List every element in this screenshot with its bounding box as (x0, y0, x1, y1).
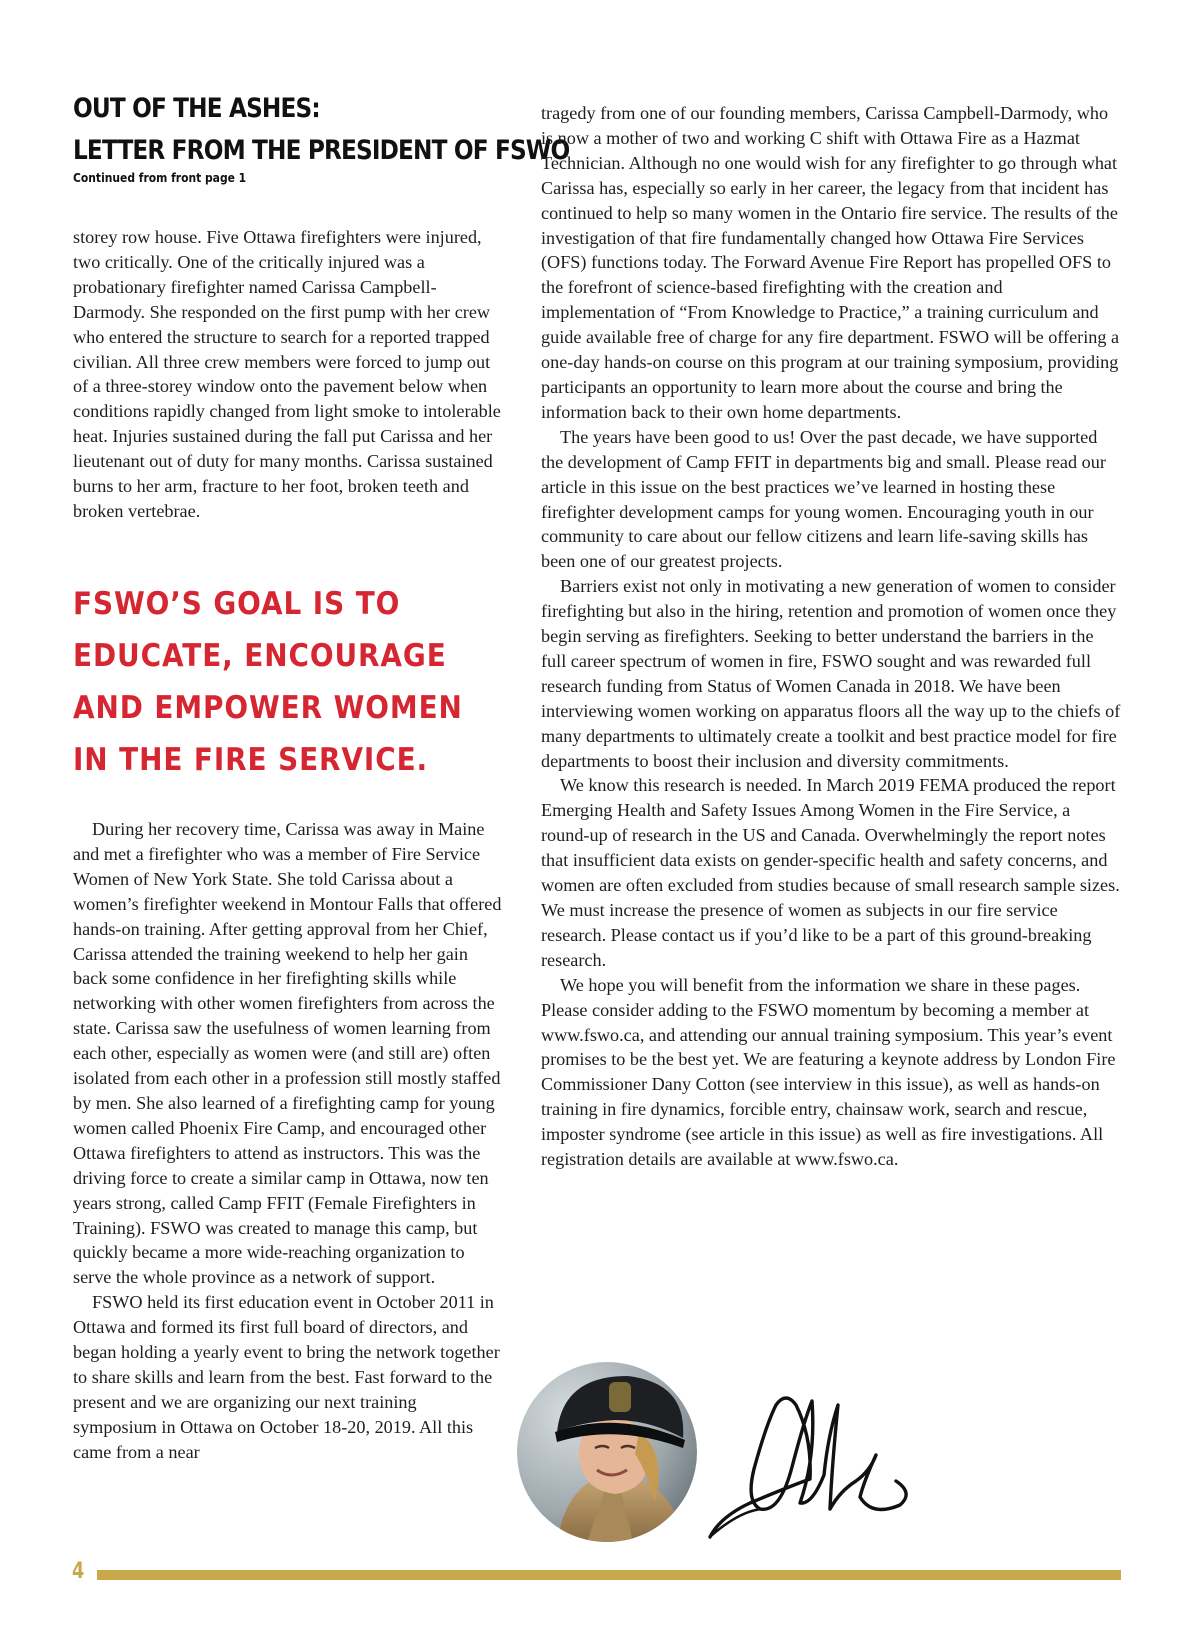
paragraph: We hope you will benefit from the information we share in these pages. Please consider adding to the FSWO momentum by becoming a member at www.fswo.ca, and attending our annual training symposium. This year’s event promises to be the best yet. We are featuring a keynote address by London Fire Commissioner Dany Cotton (see interview in this issue), as well as hands-on training in fire dynamics, forcible entry, chainsaw work, search and rescue, imposter syndrome (see article in this issue) as well as fire investigations. All registration details are available at www.fswo.ca. (541, 974, 1116, 1170)
continued-note: Continued from front page 1 (73, 170, 247, 185)
right-column (541, 101, 1121, 1172)
paragraph: We know this research is needed. In March 2019 FEMA produced the report Emerging Health and Safety Issues Among Women in the Fire Service, a round-up of research in the US and Canada. Overwhelmingly the report notes that insufficient data exists on gender-specific health and safety concerns, and women are often excluded from studies because of small research sample sizes. We must increase the presence of women as subjects in our fire service research. Please contact us if you’d like to be a part of this ground-breaking research. (541, 775, 1120, 970)
title-line-2: LETTER FROM THE PRESIDENT OF FSWO (73, 135, 570, 166)
paragraph: Barriers exist not only in motivating a new generation of women to consider firefighting but also in the hiring, retention and promotion of women once they begin serving as firefighters. Seeking to better understand the barriers in the full career spectrum of women in fire, FSWO sought and was rewarded full research funding from Status of Women Canada in 2018. We have been interviewing women working on apparatus floors all the way up to the chiefs of many departments to ultimately create a toolkit and best practice model for fire departments to boost their inclusion and diversity commitments. (541, 576, 1121, 771)
page-number: 4 (72, 1559, 85, 1584)
pull-quote-line: FSWO’S GOAL IS TO (73, 586, 401, 622)
paragraph: The years have been good to us! Over the past decade, we have supported the development of Camp FFIT in departments big and small. Please read our article in this issue on the best practices we’ve learned in hosting these firefighter development camps for young women. Encouraging youth in our community to care about our fellow citizens and learn life-saving skills has been one of our greatest projects. (541, 426, 1106, 572)
pull-quote (73, 578, 469, 786)
president-signature (700, 1385, 930, 1545)
left-column-bottom (73, 817, 503, 1465)
title-line-1: OUT OF THE ASHES: (73, 93, 320, 124)
president-portrait-photo (517, 1362, 697, 1542)
paragraph: tragedy from one of our founding members, Carissa Campbell-Darmody, who is now a mother of two and working C shift with Ottawa Fire as a Hazmat Technician. Although no one would wish for any firefighter to go through what Carissa has, especially so early in her career, the legacy from that incident has continued to help so many women in the Ontario fire service. The results of the investigation of that fire fundamentally changed how Ottawa Fire Services (OFS) functions today. The Forward Avenue Fire Report has propelled OFS to the forefront of science-based firefighting with the creation and implementation of “From Knowledge to Practice,” a training curriculum and guide available free of charge for any fire department. FSWO will be offering a one-day hands-on course on this program at our training symposium, providing participants an opportunity to learn more about the course and bring the information back to their own home departments. (541, 103, 1120, 422)
paragraph: FSWO held its first education event in October 2011 in Ottawa and formed its first full board of directors, and began holding a yearly event to bring the network together to share skills and learn from the best. Fast forward to the present and we are organizing our next training symposium in Ottawa on October 18-20, 2019. All this came from a near (73, 1292, 500, 1462)
article-title (73, 88, 569, 172)
pull-quote-line: AND EMPOWER WOMEN (73, 690, 463, 726)
footer-divider (97, 1570, 1121, 1580)
left-column-top (73, 225, 503, 524)
pull-quote-line: IN THE FIRE SERVICE. (73, 742, 429, 778)
paragraph: During her recovery time, Carissa was away in Maine and met a firefighter who was a member of Fire Service Women of New York State. She told Carissa about a women’s firefighter weekend in Montour Falls that offered hands-on training. After getting approval from her Chief, Carissa attended the training weekend to help her gain back some confidence in her firefighting skills while networking with other women firefighters from across the state. Carissa saw the usefulness of women learning from each other, especially as women were (and still are) often isolated from each other in a profession still mostly staffed by men. She also learned of a firefighting camp for young women called Phoenix Fire Camp, and encouraged other Ottawa firefighters to attend as instructors. This was the driving force to create a similar camp in Ottawa, now ten years strong, called Camp FFIT (Female Firefighters in Training). FSWO was created to manage this camp, but quickly became a more wide-reaching organization to serve the whole province as a network of support. (73, 819, 502, 1288)
pull-quote-line: EDUCATE, ENCOURAGE (73, 638, 447, 674)
paragraph: storey row house. Five Ottawa firefighters were injured, two critically. One of the critically injured was a probationary firefighter named Carissa Campbell-Darmody. She responded on the first pump with her crew who entered the structure to search for a reported trapped civilian. All three crew members were forced to jump out of a three-storey window onto the pavement below when conditions rapidly changed from light smoke to intolerable heat. Injuries sustained during the fall put Carissa and her lieutenant out of duty for many months. Carissa sustained burns to her arm, fracture to her foot, broken teeth and broken vertebrae. (73, 227, 501, 521)
